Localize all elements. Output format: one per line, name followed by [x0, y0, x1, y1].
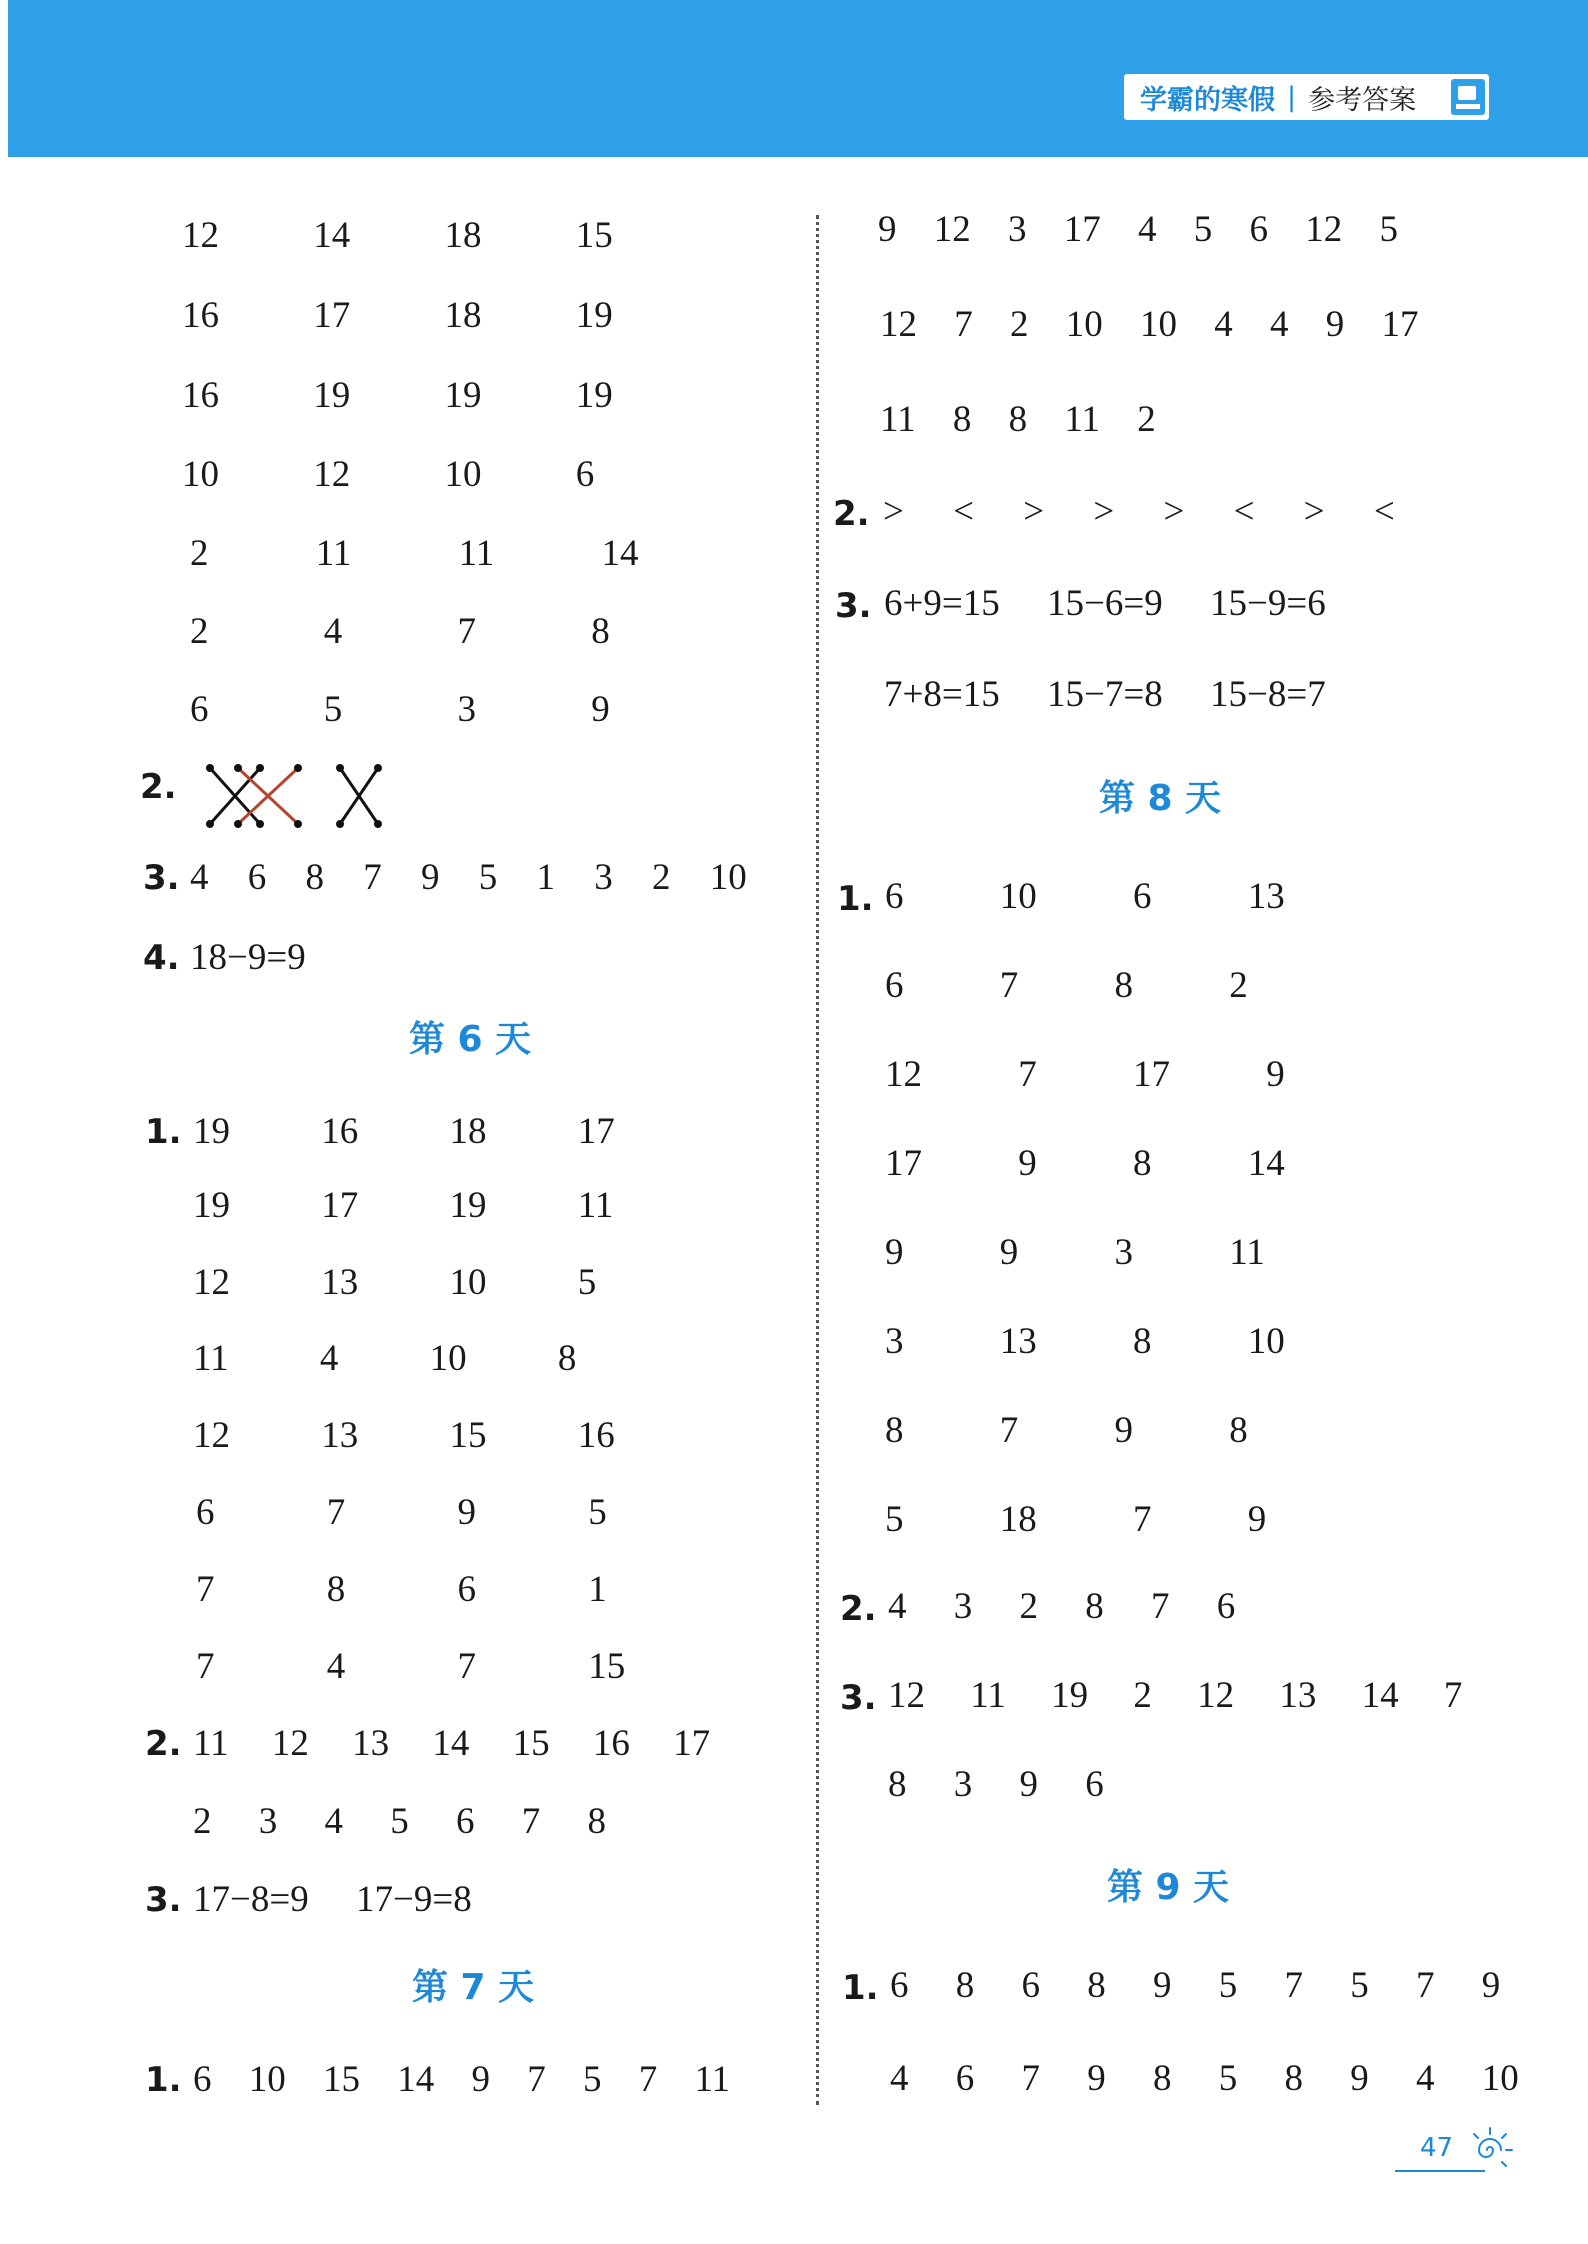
answer-row: 7 8 6 1	[196, 1569, 607, 1610]
answer-row: 6 7 9 5	[196, 1492, 607, 1533]
question-number: 1.	[145, 1112, 182, 1152]
answer-row: 8 7 9 8	[885, 1410, 1248, 1451]
question-number: 3.	[145, 1880, 182, 1920]
question-number: 2.	[833, 494, 870, 534]
answer-row: 16 19 19 19	[182, 375, 613, 416]
day-9-title: 第 9 天	[1106, 1867, 1230, 1908]
answer-row: 19 16 18 17	[193, 1111, 615, 1152]
answer-row: 2 3 4 5 6 7 8	[193, 1801, 606, 1842]
column-divider	[816, 215, 819, 2105]
answer-row: 8 3 9 6	[888, 1764, 1104, 1805]
question-number: 1.	[837, 879, 874, 919]
matching-lines-icon	[198, 758, 398, 838]
answer-row: 6 8 6 8 9 5 7 5 7 9	[890, 1965, 1501, 2006]
page-number: 47	[1420, 2133, 1454, 2163]
answer-row: 12 7 17 9	[885, 1054, 1285, 1095]
answer-row: 6 7 8 2	[885, 965, 1248, 1006]
answer-row: 11 8 8 11 2	[880, 399, 1156, 440]
answer-row: 2 4 7 8	[190, 611, 610, 652]
answer-row: 12 13 15 16	[193, 1415, 615, 1456]
day-8-title: 第 8 天	[1098, 778, 1222, 819]
header-badge	[1124, 74, 1489, 120]
answer-row: 9 9 3 11	[885, 1232, 1265, 1273]
equation-row: 6+9=15 15−6=9 15−9=6	[884, 583, 1326, 624]
answer-row: 11 4 10 8	[193, 1338, 577, 1379]
day-7-title: 第 7 天	[411, 1967, 535, 2008]
comparison-symbols: > < > > > < > <	[883, 491, 1395, 532]
section-title: 参考答案	[1308, 84, 1417, 116]
brand-label: 学霸的寒假	[1140, 84, 1275, 116]
day-6-title: 第 6 天	[408, 1019, 532, 1060]
equation: 17−8=9 17−9=8	[193, 1879, 472, 1920]
equation-row: 7+8=15 15−7=8 15−8=7	[884, 674, 1326, 715]
answer-row: 4 6 8 7 9 5 1 3 2 10	[190, 857, 747, 898]
answer-row: 10 12 10 6	[182, 454, 595, 495]
answer-row: 3 13 8 10	[885, 1321, 1285, 1362]
question-number: 4.	[143, 938, 180, 978]
book-icon	[1451, 79, 1485, 115]
answer-row: 9 12 3 17 4 5 6 12 5	[878, 209, 1398, 250]
answer-row: 7 4 7 15	[196, 1646, 626, 1687]
question-number: 2.	[145, 1724, 182, 1764]
question-number: 3.	[835, 586, 872, 626]
answer-row: 12 14 18 15	[182, 215, 613, 256]
answer-row: 4 3 2 8 7 6	[888, 1586, 1236, 1627]
answer-row: 4 6 7 9 8 5 8 9 4 10	[890, 2058, 1519, 2099]
answer-row: 6 10 15 14 9 7 5 7 11	[193, 2059, 731, 2100]
answer-row: 12 13 10 5	[193, 1262, 597, 1303]
question-number: 1.	[842, 1968, 879, 2008]
answer-row: 6 10 6 13	[885, 876, 1285, 917]
answer-row: 6 5 3 9	[190, 689, 610, 730]
question-number: 3.	[143, 858, 180, 898]
answer-row: 2 11 11 14	[190, 533, 639, 574]
answer-row: 11 12 13 14 15 16 17	[193, 1723, 711, 1764]
sun-swirl-icon	[1462, 2122, 1518, 2178]
answer-row: 17 9 8 14	[885, 1143, 1285, 1184]
answer-row: 12 7 2 10 10 4 4 9 17	[880, 304, 1419, 345]
answer-row: 19 17 19 11	[193, 1185, 614, 1226]
question-number: 2.	[840, 1589, 877, 1629]
answer-row: 5 18 7 9	[885, 1499, 1267, 1540]
question-number: 3.	[840, 1678, 877, 1718]
answer-row: 16 17 18 19	[182, 295, 613, 336]
equation: 18−9=9	[190, 937, 306, 978]
question-number: 1.	[145, 2060, 182, 2100]
answer-row: 12 11 19 2 12 13 14 7	[888, 1675, 1463, 1716]
question-number: 2.	[140, 767, 177, 807]
header-separator: |	[1287, 81, 1297, 113]
